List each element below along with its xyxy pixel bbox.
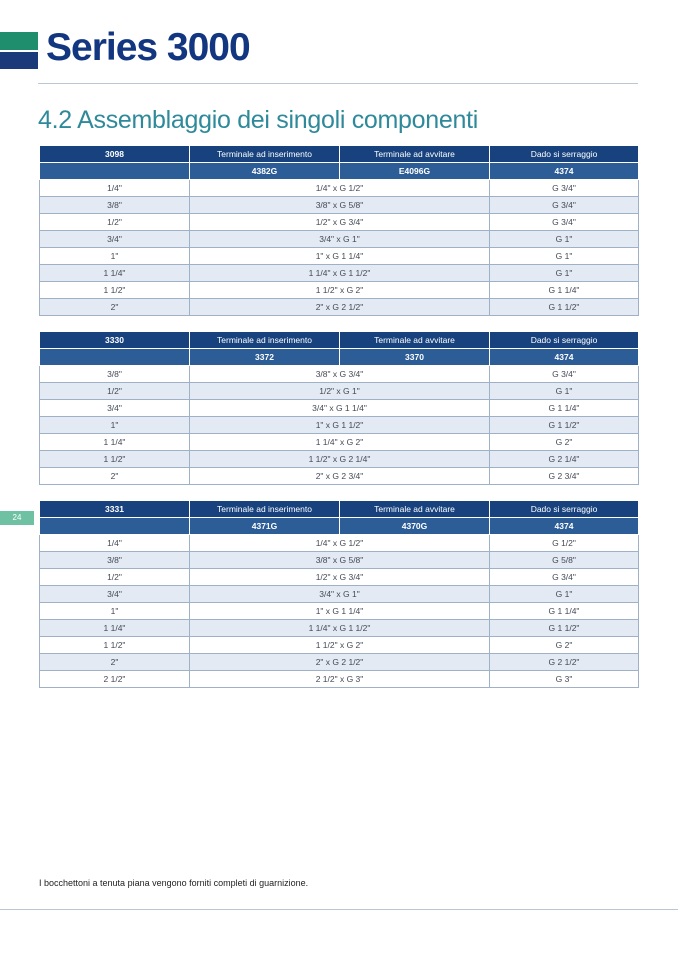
table-row <box>40 231 639 248</box>
thread-cell: 1 1/2" x G 2" <box>190 282 490 299</box>
size-cell: 2" <box>40 299 190 316</box>
column-header-screw: Terminale ad avvitare <box>340 146 490 163</box>
nut-cell: G 3/4" <box>490 214 639 231</box>
footnote: I bocchettoni a tenuta piana vengono forniti completi di guarnizione. <box>39 878 309 888</box>
size-cell: 2 1/2" <box>40 671 190 688</box>
code-insert: 3372 <box>190 349 340 366</box>
size-cell: 1/2" <box>40 569 190 586</box>
table-row <box>40 434 639 451</box>
table-row <box>40 552 639 569</box>
thread-cell: 2 1/2" x G 3" <box>190 671 490 688</box>
nut-cell: G 1 1/4" <box>490 603 639 620</box>
series-code-header: 3330 <box>40 332 190 349</box>
table-row <box>40 671 639 688</box>
size-cell: 1/2" <box>40 383 190 400</box>
nut-cell: G 2 1/4" <box>490 451 639 468</box>
thread-cell: 2" x G 2 1/2" <box>190 299 490 316</box>
nut-cell: G 1/2" <box>490 535 639 552</box>
nut-cell: G 1 1/2" <box>490 417 639 434</box>
thread-cell: 1/2" x G 3/4" <box>190 569 490 586</box>
size-cell: 3/4" <box>40 231 190 248</box>
nut-cell: G 3/4" <box>490 180 639 197</box>
table-row <box>40 366 639 383</box>
table-row <box>40 180 639 197</box>
nut-cell: G 1 1/4" <box>490 400 639 417</box>
size-cell: 3/8" <box>40 366 190 383</box>
section-title: 4.2 Assemblaggio dei singoli componenti <box>38 106 478 134</box>
series-code-header: 3331 <box>40 501 190 518</box>
size-cell: 1 1/2" <box>40 451 190 468</box>
footer-divider <box>0 909 678 910</box>
thread-cell: 1/2" x G 3/4" <box>190 214 490 231</box>
page-number: 24 <box>0 511 34 525</box>
nut-cell: G 2 3/4" <box>490 468 639 485</box>
thread-cell: 1/4" x G 1/2" <box>190 535 490 552</box>
thread-cell: 1 1/4" x G 2" <box>190 434 490 451</box>
table-row <box>40 400 639 417</box>
size-cell: 1 1/4" <box>40 434 190 451</box>
thread-cell: 3/8" x G 5/8" <box>190 197 490 214</box>
nut-cell: G 1" <box>490 231 639 248</box>
size-cell: 2" <box>40 468 190 485</box>
nut-cell: G 3/4" <box>490 197 639 214</box>
column-header-insert: Terminale ad inserimento <box>190 501 340 518</box>
code-nut: 4374 <box>490 163 639 180</box>
table-header-row <box>40 332 639 349</box>
table-row <box>40 654 639 671</box>
table-header-row <box>40 146 639 163</box>
fittings-table-3098 <box>39 145 639 316</box>
table-row <box>40 451 639 468</box>
blank-cell <box>40 163 190 180</box>
table-row <box>40 535 639 552</box>
nut-cell: G 1" <box>490 383 639 400</box>
size-cell: 3/4" <box>40 586 190 603</box>
thread-cell: 3/8" x G 3/4" <box>190 366 490 383</box>
nut-cell: G 3/4" <box>490 569 639 586</box>
table-row <box>40 197 639 214</box>
size-cell: 1" <box>40 248 190 265</box>
size-cell: 1/4" <box>40 535 190 552</box>
size-cell: 1 1/4" <box>40 265 190 282</box>
code-insert: 4382G <box>190 163 340 180</box>
logo-blue-bar <box>0 52 38 69</box>
thread-cell: 1 1/4" x G 1 1/2" <box>190 265 490 282</box>
column-header-nut: Dado si serraggio <box>490 501 639 518</box>
table-row <box>40 248 639 265</box>
table-row <box>40 383 639 400</box>
table-row <box>40 603 639 620</box>
size-cell: 3/8" <box>40 552 190 569</box>
code-screw: 4370G <box>340 518 490 535</box>
column-header-screw: Terminale ad avvitare <box>340 332 490 349</box>
nut-cell: G 2" <box>490 637 639 654</box>
column-header-insert: Terminale ad inserimento <box>190 146 340 163</box>
series-code-header: 3098 <box>40 146 190 163</box>
nut-cell: G 3" <box>490 671 639 688</box>
size-cell: 1" <box>40 417 190 434</box>
table-row <box>40 569 639 586</box>
code-screw: E4096G <box>340 163 490 180</box>
column-header-screw: Terminale ad avvitare <box>340 501 490 518</box>
table-code-row <box>40 349 639 366</box>
table-row <box>40 265 639 282</box>
fittings-table-3330 <box>39 331 639 485</box>
header-divider <box>38 83 638 84</box>
size-cell: 3/4" <box>40 400 190 417</box>
code-nut: 4374 <box>490 349 639 366</box>
nut-cell: G 5/8" <box>490 552 639 569</box>
nut-cell: G 1" <box>490 586 639 603</box>
table-row <box>40 637 639 654</box>
thread-cell: 1" x G 1 1/4" <box>190 248 490 265</box>
nut-cell: G 2 1/2" <box>490 654 639 671</box>
thread-cell: 2" x G 2 3/4" <box>190 468 490 485</box>
table-code-row <box>40 518 639 535</box>
nut-cell: G 1 1/2" <box>490 620 639 637</box>
fittings-table-3331 <box>39 500 639 688</box>
blank-cell <box>40 349 190 366</box>
thread-cell: 1/2" x G 1" <box>190 383 490 400</box>
table-row <box>40 417 639 434</box>
thread-cell: 1/4" x G 1/2" <box>190 180 490 197</box>
code-nut: 4374 <box>490 518 639 535</box>
table-row <box>40 468 639 485</box>
table-row <box>40 214 639 231</box>
nut-cell: G 1 1/2" <box>490 299 639 316</box>
logo-green-bar <box>0 32 38 50</box>
table-row <box>40 282 639 299</box>
thread-cell: 1" x G 1 1/4" <box>190 603 490 620</box>
thread-cell: 2" x G 2 1/2" <box>190 654 490 671</box>
code-insert: 4371G <box>190 518 340 535</box>
nut-cell: G 3/4" <box>490 366 639 383</box>
nut-cell: G 2" <box>490 434 639 451</box>
column-header-nut: Dado si serraggio <box>490 332 639 349</box>
thread-cell: 3/8" x G 5/8" <box>190 552 490 569</box>
size-cell: 1 1/4" <box>40 620 190 637</box>
table-row <box>40 620 639 637</box>
thread-cell: 3/4" x G 1" <box>190 586 490 603</box>
thread-cell: 1 1/4" x G 1 1/2" <box>190 620 490 637</box>
nut-cell: G 1" <box>490 265 639 282</box>
table-code-row <box>40 163 639 180</box>
column-header-nut: Dado si serraggio <box>490 146 639 163</box>
size-cell: 1/2" <box>40 214 190 231</box>
size-cell: 1 1/2" <box>40 637 190 654</box>
size-cell: 1 1/2" <box>40 282 190 299</box>
table-row <box>40 586 639 603</box>
size-cell: 1" <box>40 603 190 620</box>
size-cell: 3/8" <box>40 197 190 214</box>
thread-cell: 1 1/2" x G 2" <box>190 637 490 654</box>
table-row <box>40 299 639 316</box>
thread-cell: 1 1/2" x G 2 1/4" <box>190 451 490 468</box>
thread-cell: 1" x G 1 1/2" <box>190 417 490 434</box>
series-title: Series 3000 <box>46 26 250 69</box>
code-screw: 3370 <box>340 349 490 366</box>
nut-cell: G 1 1/4" <box>490 282 639 299</box>
column-header-insert: Terminale ad inserimento <box>190 332 340 349</box>
thread-cell: 3/4" x G 1" <box>190 231 490 248</box>
table-header-row <box>40 501 639 518</box>
nut-cell: G 1" <box>490 248 639 265</box>
size-cell: 1/4" <box>40 180 190 197</box>
blank-cell <box>40 518 190 535</box>
thread-cell: 3/4" x G 1 1/4" <box>190 400 490 417</box>
size-cell: 2" <box>40 654 190 671</box>
